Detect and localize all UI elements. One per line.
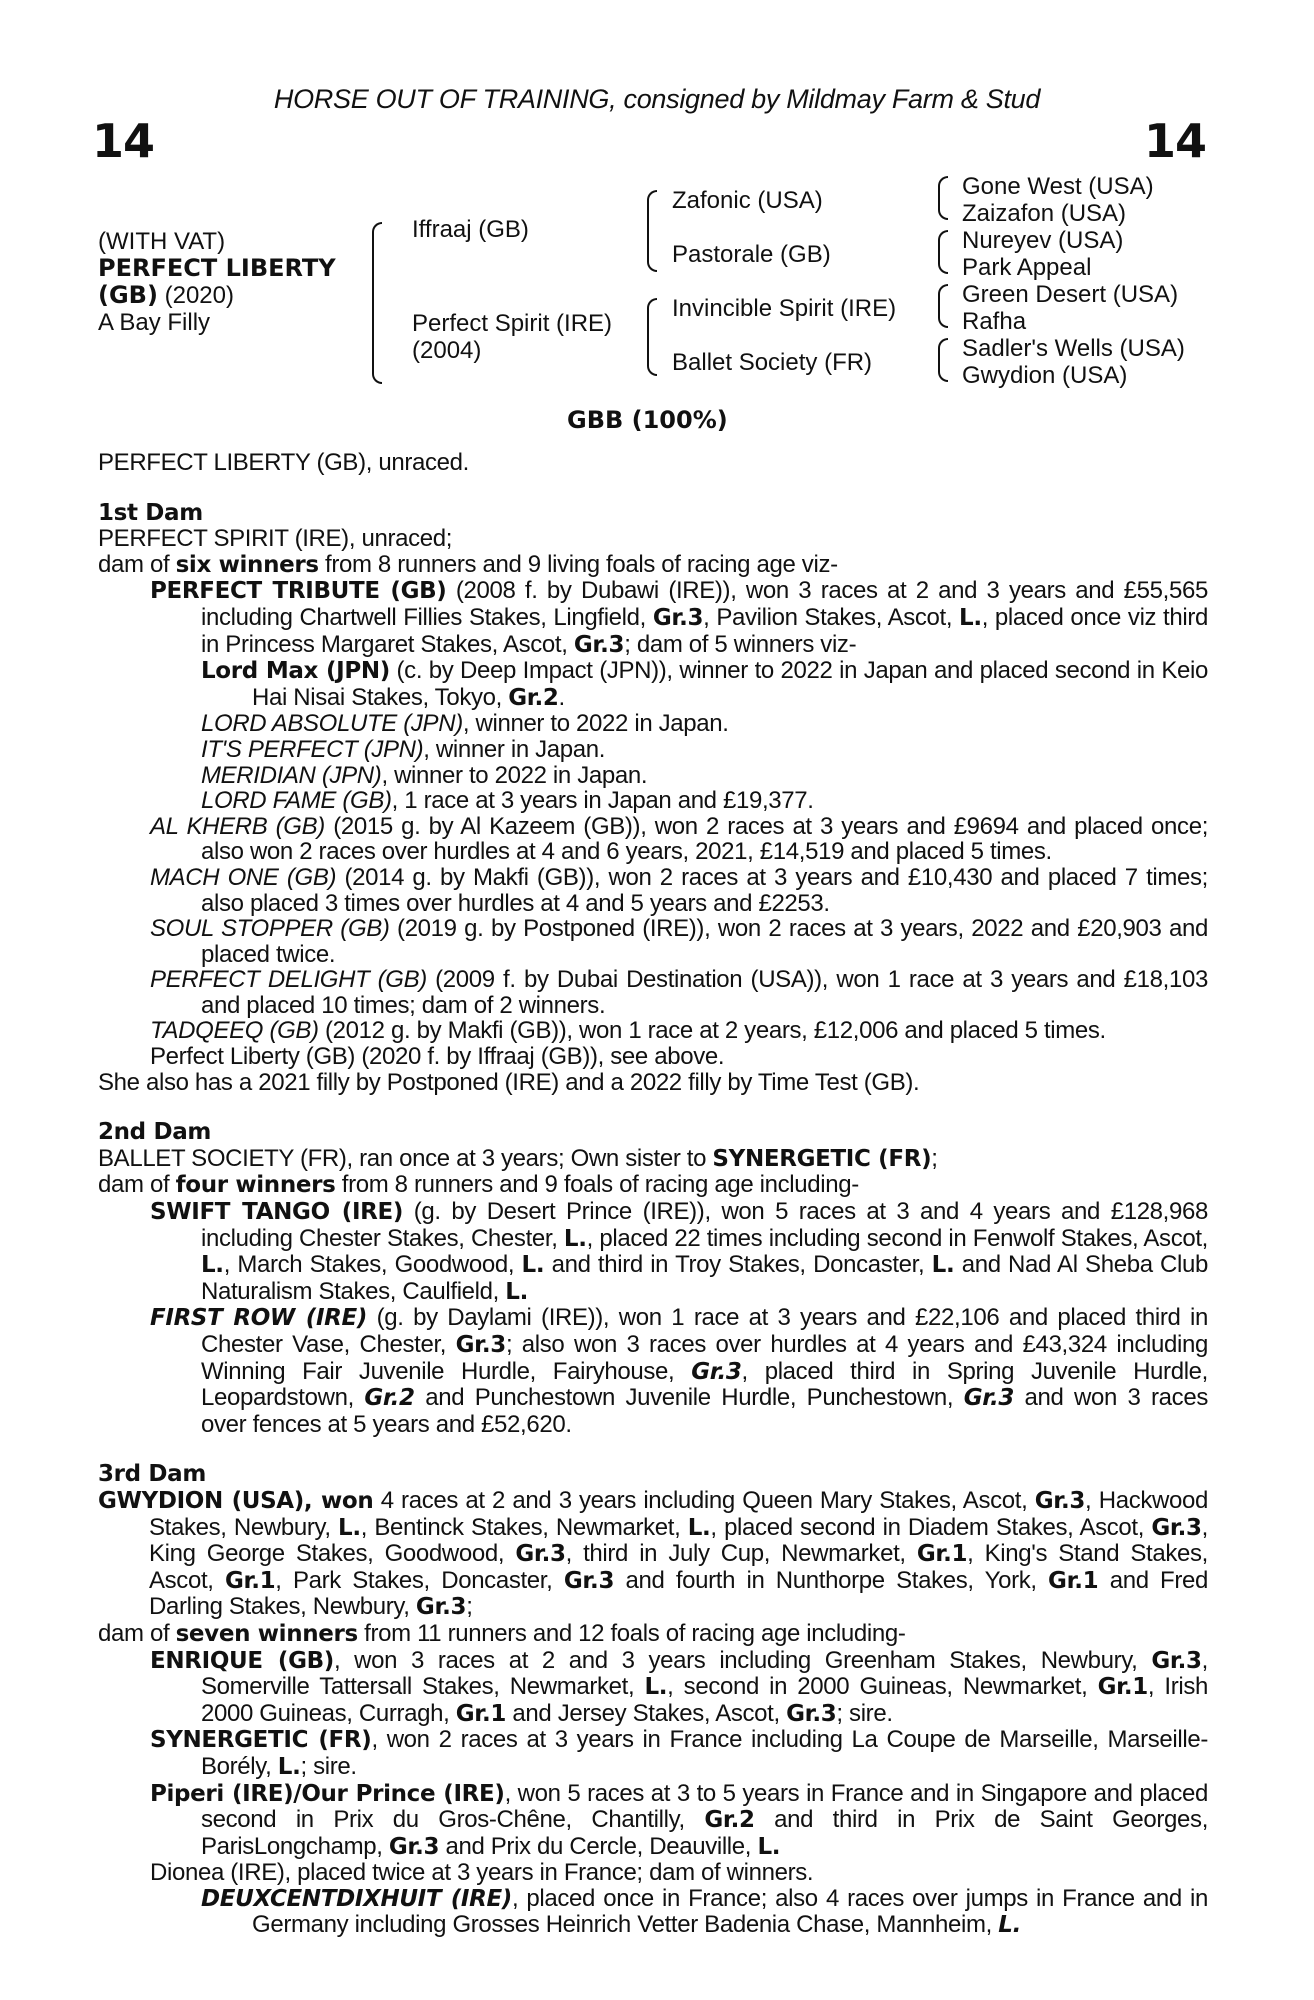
third-dam-entry-2 bbox=[98, 1727, 1208, 1780]
third-dam-heading: 3rd Dam bbox=[98, 1461, 206, 1488]
text-fragment: , won 5 races at 3 to 5 years in France and in Singapore and placed second in Prix du Gros-Chêne, Chantilly, bbox=[201, 1779, 1208, 1834]
vat-note: (WITH VAT) bbox=[98, 228, 226, 255]
progeny-name: MERIDIAN (JPN) bbox=[201, 761, 382, 789]
first-dam-heading: 1st Dam bbox=[98, 499, 203, 526]
winners-count: seven winners bbox=[175, 1620, 358, 1647]
catalogue-body bbox=[98, 450, 1208, 1939]
consignor-header: HORSE OUT OF TRAINING, consigned by Mildmay Farm & Stud bbox=[273, 84, 1041, 114]
intro-line: PERFECT LIBERTY (GB), unraced. bbox=[98, 449, 469, 476]
pedigree-ddd: Gwydion (USA) bbox=[962, 362, 1128, 389]
text-fragment: and Jersey Stakes, Ascot, bbox=[506, 1699, 787, 1727]
text-fragment: ; bbox=[466, 1593, 473, 1621]
text-fragment: ; bbox=[931, 1144, 938, 1172]
pedigree-dds: Sadler's Wells (USA) bbox=[962, 335, 1185, 362]
text-fragment: , Hackwood Stakes, Newbury, bbox=[149, 1486, 1208, 1541]
text-fragment: from 11 runners and 12 foals of racing age including- bbox=[357, 1619, 906, 1647]
text-fragment: , third in July Cup, Newmarket, bbox=[565, 1540, 917, 1568]
pedigree-sire-dam: Pastorale (GB) bbox=[672, 241, 831, 268]
text-fragment: from 8 runners and 9 living foals of racing age viz- bbox=[318, 550, 838, 578]
sibling-name: SYNERGETIC (FR) bbox=[712, 1145, 932, 1172]
grade-label: Gr.1 bbox=[224, 1567, 276, 1594]
pedigree-brace-g3-4 bbox=[938, 338, 948, 382]
text-fragment: (2014 g. by Makfi (GB)), won 2 races at 3 years and £10,430 and placed 7 times; also placed 3 times over hurdles at 4 and 5 years and £2253. bbox=[201, 863, 1209, 917]
text-fragment: and Prix du Cercle, Deauville, bbox=[439, 1832, 758, 1860]
horse-country: (GB) bbox=[98, 281, 158, 309]
pedigree-brace-g3-2 bbox=[938, 230, 948, 274]
first-dam-entry-6 bbox=[98, 1018, 1208, 1044]
grade-label: L. bbox=[201, 1252, 224, 1279]
first-dam-entry-3 bbox=[98, 865, 1208, 916]
text-fragment: , winner to 2022 in Japan. bbox=[462, 710, 729, 738]
progeny-name: LORD ABSOLUTE (JPN) bbox=[201, 710, 463, 738]
text-fragment: , Pavilion Stakes, Ascot, bbox=[703, 603, 960, 631]
text-fragment: BALLET SOCIETY (FR), ran once at 3 years; Own sister to bbox=[98, 1144, 713, 1172]
progeny-name: LORD FAME (GB) bbox=[201, 787, 392, 815]
grade-label: Gr.3 bbox=[963, 1385, 1015, 1412]
text-fragment: (g. by Desert Prince (IRE)), won 5 races at 3 and 4 years and £128,968 including Chester Stakes, Chester, bbox=[201, 1198, 1208, 1252]
first-dam-sub-entry-3 bbox=[98, 737, 1208, 763]
text-fragment: , King George Stakes, Goodwood, bbox=[149, 1513, 1208, 1568]
second-dam-heading: 2nd Dam bbox=[98, 1119, 211, 1146]
grade-label: Gr.2 bbox=[364, 1385, 415, 1412]
grade-label: Gr.1 bbox=[916, 1541, 968, 1568]
text-fragment: . bbox=[558, 683, 565, 711]
third-dam-line1 bbox=[98, 1488, 1208, 1621]
grade-label: Gr.3 bbox=[415, 1594, 467, 1621]
grade-label: Gr.3 bbox=[515, 1541, 566, 1568]
text-fragment: , second in 2000 Guineas, Newmarket, bbox=[667, 1673, 1098, 1701]
pedigree-dam-sire: Invincible Spirit (IRE) bbox=[672, 295, 897, 322]
progeny-name: Lord Max (JPN) bbox=[201, 658, 390, 685]
pedigree-sds: Nureyev (USA) bbox=[962, 227, 1124, 254]
text-fragment: 4 races at 2 and 3 years including Queen Mary Stakes, Ascot, bbox=[373, 1486, 1035, 1514]
progeny-name: PERFECT DELIGHT (GB) bbox=[150, 966, 427, 994]
second-dam-entry-1 bbox=[98, 1199, 1208, 1305]
pedigree-sire-sire: Zafonic (USA) bbox=[672, 187, 823, 214]
progeny-name: ENRIQUE (GB) bbox=[150, 1647, 334, 1674]
text-fragment: , won 2 races at 3 years in France including La Coupe de Marseille, Marseille-Borély, bbox=[201, 1726, 1208, 1780]
grade-label: Gr.3 bbox=[455, 1332, 506, 1358]
grade-label: L. bbox=[563, 1225, 587, 1252]
text-fragment: (2012 g. by Makfi (GB)), won 1 race at 2 years, £12,006 and placed 5 times. bbox=[318, 1017, 1106, 1045]
text-fragment: , placed second in Diadem Stakes, Ascot, bbox=[710, 1513, 1152, 1541]
grade-label: Gr.3 bbox=[1034, 1487, 1086, 1514]
text-fragment: dam of bbox=[98, 1619, 176, 1647]
text-fragment: , Park Stakes, Doncaster, bbox=[275, 1566, 564, 1594]
dam-name: GWYDION (USA) bbox=[98, 1487, 304, 1514]
progeny-name: TADQEEQ (GB) bbox=[150, 1017, 319, 1045]
text-fragment: , placed 22 times including second in Fenwolf Stakes, Ascot, bbox=[586, 1224, 1208, 1252]
text-fragment: , Somerville Tattersall Stakes, Newmarket, bbox=[201, 1646, 1208, 1701]
third-dam-entry-4: Dionea (IRE), placed twice at 3 years in France; dam of winners. bbox=[150, 1859, 814, 1887]
grade-label: Gr.3 bbox=[573, 631, 625, 658]
text-fragment: ; sire. bbox=[300, 1752, 357, 1780]
text-fragment: (2009 f. by Dubai Destination (USA)), won 1 race at 3 years and £18,103 and placed 10 times; dam of 2 winners. bbox=[201, 966, 1208, 1019]
grade-label: L. bbox=[277, 1753, 301, 1780]
horse-name-line2 bbox=[98, 282, 336, 309]
text-fragment: dam of bbox=[98, 1171, 176, 1199]
grade-label: Gr.3 bbox=[388, 1833, 440, 1860]
grade-label: Gr.3 bbox=[652, 604, 704, 631]
text-fragment: ; sire. bbox=[836, 1699, 893, 1727]
progeny-name: MACH ONE (GB) bbox=[150, 863, 337, 891]
progeny-name: IT'S PERFECT (JPN) bbox=[201, 735, 424, 763]
text-fragment: , placed once in France; also 4 races over jumps in France and in Germany including Grosses Heinrich Vetter Badenia Chase, Mannheim, bbox=[252, 1884, 1208, 1939]
first-dam-sub-entry-1 bbox=[98, 658, 1208, 711]
grade-label: L. bbox=[931, 1252, 955, 1279]
pedigree-dsd: Rafha bbox=[962, 308, 1027, 335]
third-dam-line2 bbox=[98, 1621, 1208, 1648]
text-fragment: ; dam of 5 winners viz- bbox=[624, 630, 857, 658]
text-fragment: ; also won 3 races over hurdles at 4 years and £43,324 including Winning Fair Juvenile Hurdle, Fairyhouse, bbox=[201, 1331, 1208, 1385]
grade-label: Gr.2 bbox=[704, 1807, 755, 1834]
first-dam-sub-entry-5 bbox=[98, 788, 1208, 814]
text-fragment: , won bbox=[303, 1487, 374, 1514]
pedigree-brace-dam bbox=[647, 298, 657, 376]
progeny-name: DEUXCENTDIXHUIT (IRE) bbox=[201, 1885, 512, 1912]
text-fragment: and won 3 races over fences at 5 years and £52,620. bbox=[201, 1384, 1208, 1438]
horse-name: PERFECT LIBERTY bbox=[98, 254, 336, 282]
third-dam-entry-3 bbox=[98, 1781, 1208, 1861]
grade-label: L. bbox=[338, 1514, 361, 1541]
pedigree-dam-dam: Ballet Society (FR) bbox=[672, 349, 873, 376]
grade-label: L. bbox=[959, 604, 982, 631]
text-fragment: , won 3 races at 2 and 3 years including Greenham Stakes, Newbury, bbox=[333, 1646, 1152, 1674]
text-fragment: and Fred Darling Stakes, Newbury, bbox=[149, 1566, 1209, 1621]
first-dam-entry-2 bbox=[98, 814, 1208, 865]
first-dam-entry-7: Perfect Liberty (GB) (2020 f. by Iffraaj (GB)), see above. bbox=[150, 1043, 725, 1071]
first-dam-entry-1 bbox=[98, 578, 1208, 658]
pedigree-sire: Iffraaj (GB) bbox=[412, 216, 529, 243]
text-fragment: , Bentinck Stakes, Newmarket, bbox=[360, 1513, 688, 1541]
text-fragment: and fourth in Nunthorpe Stakes, York, bbox=[614, 1566, 1049, 1594]
first-dam-sub-entry-4 bbox=[98, 763, 1208, 789]
grade-label: Gr.1 bbox=[455, 1700, 507, 1727]
horse-description: A Bay Filly bbox=[98, 309, 211, 336]
pedigree-brace-g3-3 bbox=[938, 284, 948, 328]
grade-label: Gr.3 bbox=[563, 1567, 615, 1594]
text-fragment: dam of bbox=[98, 550, 176, 578]
text-fragment: , placed third in Spring Juvenile Hurdle, Leopardstown, bbox=[201, 1357, 1208, 1412]
grade-label: Gr.3 bbox=[786, 1700, 837, 1727]
grade-label: Gr.3 bbox=[1151, 1647, 1202, 1674]
progeny-name: AL KHERB (GB) bbox=[150, 812, 325, 840]
first-dam-line2 bbox=[98, 552, 1208, 579]
pedigree-brace-sire bbox=[647, 190, 657, 272]
grade-label: L. bbox=[757, 1833, 781, 1860]
grade-label: Gr.1 bbox=[1048, 1567, 1099, 1594]
pedigree-dss: Green Desert (USA) bbox=[962, 281, 1179, 308]
lot-number-left: 14 bbox=[92, 114, 155, 168]
first-dam-entry-5 bbox=[98, 967, 1208, 1018]
third-dam-entry-1 bbox=[98, 1648, 1208, 1728]
first-dam-sub-entry-2 bbox=[98, 711, 1208, 737]
text-fragment: and Nad Al Sheba Club Naturalism Stakes, Caulfield, bbox=[201, 1251, 1209, 1305]
text-fragment: , Irish 2000 Guineas, Curragh, bbox=[201, 1673, 1208, 1727]
progeny-name: PERFECT TRIBUTE (GB) bbox=[150, 578, 447, 605]
grade-label: Gr.2 bbox=[508, 684, 559, 711]
winners-count: four winners bbox=[175, 1172, 336, 1199]
horse-year: (2020) bbox=[157, 282, 234, 309]
grade-label: L. bbox=[998, 1912, 1021, 1939]
text-fragment: (2015 g. by Al Kazeem (GB)), won 2 races at 3 years and £9694 and placed once; also won 2 races over hurdles at 4 and 6 years, 2021, £14,519 and placed 5 times. bbox=[201, 812, 1209, 866]
first-dam-entry-4 bbox=[98, 916, 1208, 967]
pedigree-dam-year: (2004) bbox=[412, 337, 482, 364]
progeny-name: SOUL STOPPER (GB) bbox=[150, 915, 390, 943]
third-dam-sub-entry-1 bbox=[98, 1886, 1208, 1939]
grade-label: L. bbox=[521, 1252, 545, 1279]
progeny-name: SWIFT TANGO (IRE) bbox=[150, 1199, 404, 1226]
text-fragment: (2019 g. by Postponed (IRE)), won 2 races at 3 years, 2022 and £20,903 and placed twice. bbox=[201, 915, 1208, 968]
text-fragment: and third in Prix de Saint Georges, ParisLongchamp, bbox=[201, 1806, 1209, 1860]
text-fragment: and Punchestown Juvenile Hurdle, Punchestown, bbox=[414, 1384, 964, 1412]
pedigree-ssd: Zaizafon (USA) bbox=[962, 200, 1127, 227]
gbb-rating: GBB (100%) bbox=[567, 406, 728, 434]
winners-count: six winners bbox=[175, 551, 319, 578]
second-dam-line1 bbox=[98, 1146, 1208, 1173]
first-dam-closing: She also has a 2021 filly by Postponed (IRE) and a 2022 filly by Time Test (GB). bbox=[98, 1068, 920, 1096]
grade-label: L. bbox=[687, 1514, 711, 1541]
grade-label: L. bbox=[644, 1674, 668, 1701]
text-fragment: , winner in Japan. bbox=[423, 735, 606, 763]
grade-label: L. bbox=[505, 1278, 528, 1305]
second-dam-entry-2 bbox=[98, 1305, 1208, 1437]
text-fragment: , 1 race at 3 years in Japan and £19,377. bbox=[391, 787, 814, 815]
first-dam-line1: PERFECT SPIRIT (IRE), unraced; bbox=[98, 525, 453, 553]
grade-label: Gr.1 bbox=[1097, 1674, 1148, 1701]
second-dam-line2 bbox=[98, 1172, 1208, 1199]
grade-label: Gr.3 bbox=[691, 1358, 742, 1385]
progeny-name: SYNERGETIC (FR) bbox=[150, 1727, 372, 1754]
progeny-name: FIRST ROW (IRE) bbox=[150, 1305, 368, 1332]
pedigree-sdd: Park Appeal bbox=[962, 254, 1092, 281]
horse-identity bbox=[98, 228, 336, 336]
text-fragment: and third in Troy Stakes, Doncaster, bbox=[544, 1251, 932, 1279]
text-fragment: , placed once viz third in Princess Margaret Stakes, Ascot, bbox=[201, 603, 1208, 658]
text-fragment: (c. by Deep Impact (JPN)), winner to 2022 in Japan and placed second in Keio Hai Nisai Stakes, Tokyo, bbox=[252, 657, 1208, 711]
pedigree-brace-main bbox=[372, 222, 382, 384]
text-fragment: (g. by Daylami (IRE)), won 1 race at 3 years and £22,106 and placed third in Chester Vase, Chester, bbox=[201, 1304, 1208, 1358]
grade-label: Gr.3 bbox=[1151, 1514, 1202, 1541]
text-fragment: , King's Stand Stakes, Ascot, bbox=[149, 1540, 1208, 1594]
lot-number-right: 14 bbox=[1143, 114, 1206, 168]
text-fragment: , March Stakes, Goodwood, bbox=[223, 1251, 522, 1279]
pedigree-sss: Gone West (USA) bbox=[962, 173, 1154, 200]
text-fragment: from 8 runners and 9 foals of racing age including- bbox=[335, 1171, 859, 1199]
progeny-name: Piperi (IRE)/Our Prince (IRE) bbox=[150, 1780, 505, 1807]
pedigree-brace-g3-1 bbox=[938, 176, 948, 220]
text-fragment: , winner to 2022 in Japan. bbox=[381, 761, 648, 789]
pedigree-dam: Perfect Spirit (IRE) bbox=[412, 310, 613, 337]
text-fragment: (2008 f. by Dubawi (IRE)), won 3 races at 2 and 3 years and £55,565 including Chartwell Fillies Stakes, Lingfield, bbox=[201, 577, 1208, 631]
